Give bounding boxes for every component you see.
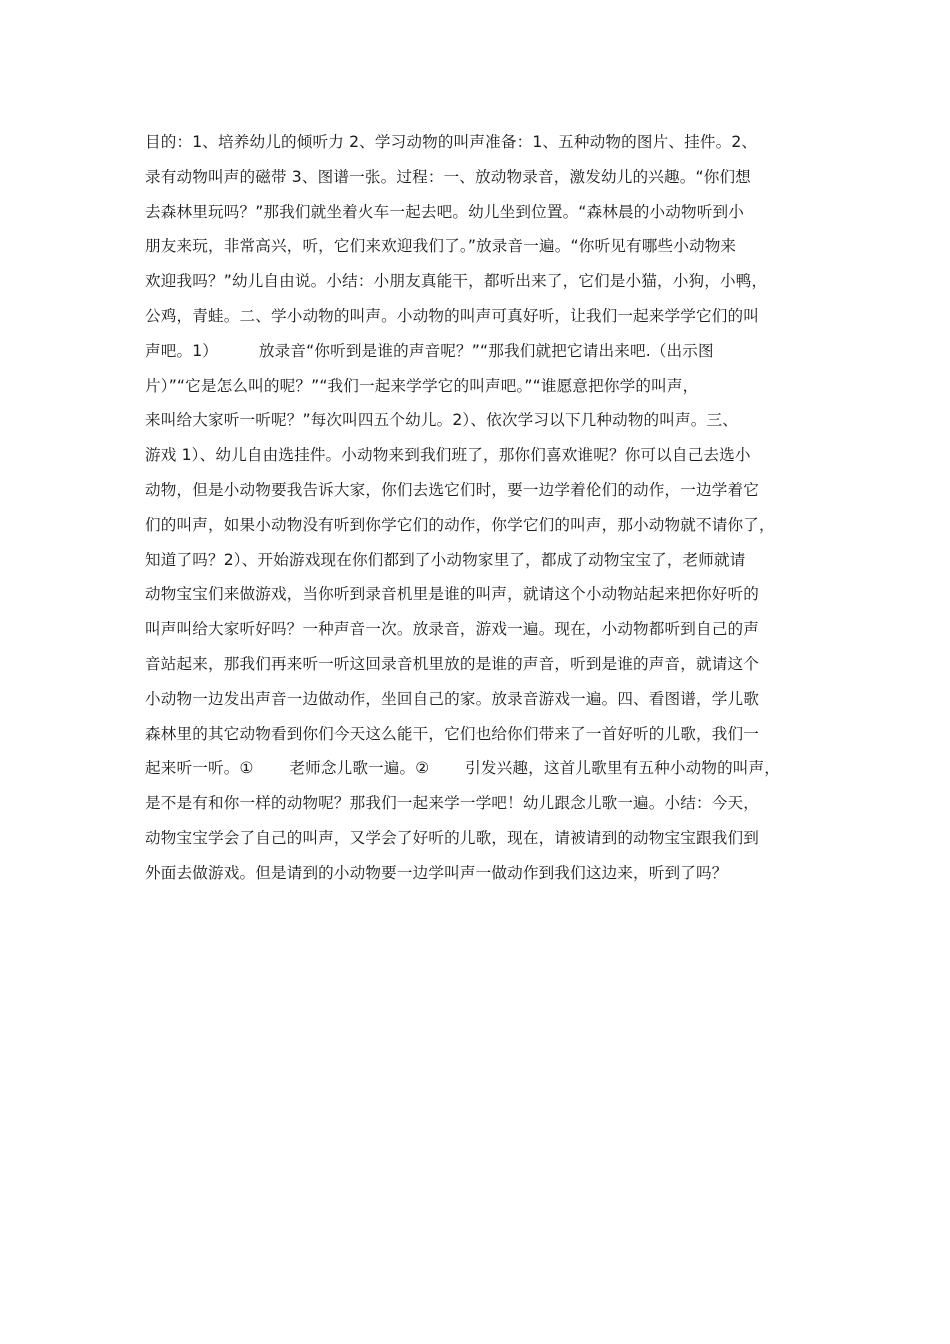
text-line: 森林里的其它动物看到你们今天这么能干，它们也给你们带来了一首好听的儿歌，我们一 (145, 724, 760, 743)
text-line: 起来听一听。① 老师念儿歌一遍。② 引发兴趣，这首儿歌里有五种小动物的叫声， (145, 759, 781, 778)
text-line: 动物，但是小动物要我告诉大家，你们去选它们时，要一边学着伦们的动作，一边学着它 (145, 480, 760, 499)
text-line: 录有动物叫声的磁带 3、图谱一张。过程：一、放动物录音，激发幼儿的兴趣。“你们想 (145, 167, 751, 186)
text-line: 叫声叫给大家听好吗？一种声音一次。放录音，游戏一遍。现在，小动物都听到自己的声 (145, 620, 760, 639)
text-line: 知道了吗？2）、开始游戏现在你们都到了小动物家里了，都成了动物宝宝了，老师就请 (145, 550, 746, 569)
text-line: 动物宝宝们来做游戏，当你听到录音机里是谁的叫声，就请这个小动物站起来把你好听的 (145, 585, 760, 604)
text-line: 公鸡，青蛙。二、学小动物的叫声。小动物的叫声可真好听，让我们一起来学学它们的叫 (145, 306, 760, 325)
text-line: 音站起来，那我们再来听一听这回录音机里放的是谁的声音，听到是谁的声音，就请这个 (145, 654, 760, 673)
text-line: 去森林里玩吗？”那我们就坐着火车一起去吧。幼儿坐到位置。“森林晨的小动物听到小 (145, 202, 744, 221)
text-line: 游戏 1）、幼儿自由选挂件。小动物来到我们班了，那你们喜欢谁呢？你可以自己去选小 (145, 446, 751, 465)
text-line: 片）”“它是怎么叫的呢？”“我们一起来学学它的叫声吧。”“谁愿意把你学的叫声， (145, 376, 699, 395)
text-line: 动物宝宝学会了自己的叫声，又学会了好听的儿歌，现在，请被请到的动物宝宝跟我们到 (145, 828, 760, 847)
text-line: 声吧。1） 放录音“你听到是谁的声音呢？”“那我们就把它请出来吧.（出示图 (145, 341, 714, 360)
text-line: 是不是有和你一样的动物呢？那我们一起来学一学吧！幼儿跟念儿歌一遍。小结：今天， (145, 794, 760, 813)
text-line: 外面去做游戏。但是请到的小动物要一边学叫声一做动作到我们这边来，听到了吗？ (145, 863, 728, 882)
text-line: 欢迎我吗？”幼儿自由说。小结：小朋友真能干，都听出来了，它们是小猫，小狗，小鸭， (145, 272, 768, 291)
text-line: 朋友来玩，非常高兴，听，它们来欢迎我们了。”放录音一遍。“你听见有哪些小动物来 (145, 237, 737, 256)
text-line: 来叫给大家听一听呢？”每次叫四五个幼儿。2）、依次学习以下几种动物的叫声。三、 (145, 411, 739, 430)
text-line: 小动物一边发出声音一边做动作，坐回自己的家。放录音游戏一遍。四、看图谱，学儿歌 (145, 689, 760, 708)
body-text (145, 125, 810, 891)
text-line: 们的叫声，如果小动物没有听到你学它们的动作，你学它们的叫声，那小动物就不请你了， (145, 515, 775, 534)
text-line: 目的：1、培养幼儿的倾听力 2、学习动物的叫声准备：1、五种动物的图片、挂件。2、 (145, 133, 758, 151)
